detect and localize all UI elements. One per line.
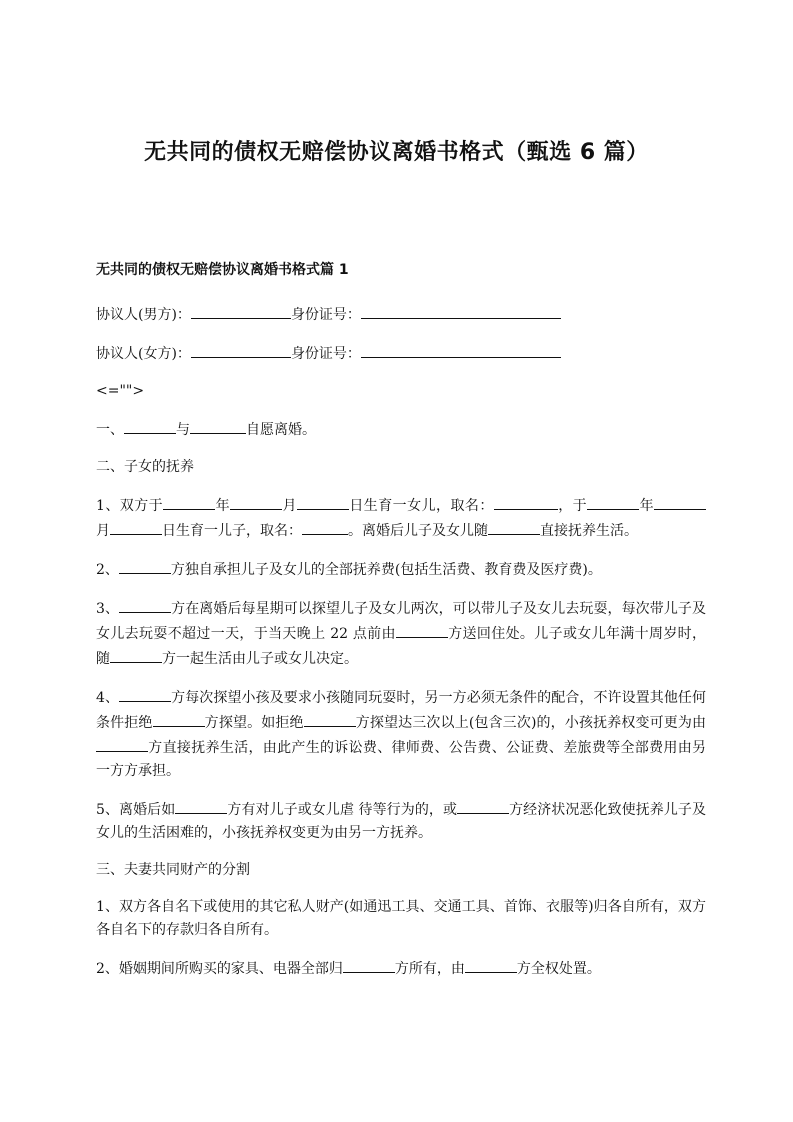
document-body — [96, 258, 706, 995]
text: 方独自承担儿子及女儿的全部抚养费(包括生活费、教育费及医疗费)。 — [170, 562, 602, 578]
text: 年 — [215, 498, 231, 514]
text: 方所有，由 — [394, 961, 465, 977]
text: 2、 — [96, 562, 119, 578]
property-clause-2 — [96, 956, 706, 981]
id-label: 身份证号： — [290, 346, 361, 362]
property-clause-1: 1、双方各自名下或使用的其它私人财产(如通迅工具、交通工具、首饰、衣服等)归各自所有，双方各自名下的存款归各自所有。 — [96, 899, 706, 938]
subheading-child-custody: 二、子女的抚养 — [96, 459, 194, 475]
blank — [654, 493, 706, 510]
custody-clause-5 — [96, 797, 706, 845]
document-title: 无共同的债权无赔偿协议离婚书格式（甄选 6 篇） — [144, 140, 649, 165]
text: 。离婚后儿子及女儿随 — [348, 523, 488, 539]
text: 方直接抚养生活，由此产生的诉讼费、律师费、公告费、公证费、差旅费等全部费用由另一方方承担。 — [96, 740, 706, 779]
custody-clause-2 — [96, 557, 706, 582]
party-female-row — [96, 341, 706, 366]
blank — [343, 956, 395, 973]
text: 方有对儿子或女儿虐 待等行为的，或 — [227, 802, 458, 818]
subheading-property-division: 三、夫妻共同财产的分割 — [96, 862, 250, 878]
section-heading: 无共同的债权无赔偿协议离婚书格式篇 1 — [96, 262, 349, 278]
party-male-label: 协议人(男方)： — [96, 307, 191, 323]
blank — [230, 493, 282, 510]
party-male-id-blank — [361, 302, 561, 319]
text: 方全权处置。 — [516, 961, 601, 977]
blank — [163, 493, 215, 510]
blank — [110, 518, 162, 535]
text: 5、离婚后如 — [96, 802, 176, 818]
text: 日生育一女儿，取名： — [348, 498, 494, 514]
custody-clause-1 — [96, 493, 706, 543]
clause-1-suffix: 自愿离婚。 — [246, 422, 316, 438]
clause-1-mid: 与 — [176, 422, 190, 438]
id-label: 身份证号： — [290, 307, 361, 323]
blank — [457, 797, 509, 814]
text: 年 — [639, 498, 655, 514]
text: 方一起生活由儿子或女儿决定。 — [162, 651, 358, 667]
text: 方经济状况恶化致使抚养儿子及女儿的生活困难的，小孩抚养权变更为由另一方抚养。 — [96, 802, 706, 841]
blank — [396, 621, 448, 638]
text: 方每次探望小孩及要求小孩随同玩耍时，另一方必须无条件的配合，不许设置其他任何条件拒绝 — [96, 690, 706, 731]
text: 直接抚养生活。 — [540, 523, 638, 539]
party-female-id-blank — [361, 341, 561, 358]
text: 3、 — [96, 601, 120, 617]
stray-text: <=""> — [96, 383, 145, 399]
text: 2、婚姻期间所购买的家具、电器全部归 — [96, 961, 343, 977]
blank — [96, 735, 148, 752]
custody-clause-4 — [96, 685, 706, 783]
party-male-name-blank — [191, 302, 291, 319]
text: ，于 — [557, 498, 588, 514]
text: 月 — [96, 523, 110, 539]
text: 方探望。如拒绝 — [204, 715, 304, 731]
blank — [302, 518, 348, 535]
custody-clause-3 — [96, 596, 706, 671]
blank — [119, 685, 171, 702]
blank — [110, 646, 162, 663]
blank — [119, 557, 171, 574]
text: 日生育一儿子，取名： — [162, 523, 302, 539]
blank — [124, 417, 176, 434]
blank — [297, 493, 349, 510]
blank — [304, 710, 356, 727]
blank — [190, 417, 246, 434]
text: 月 — [282, 498, 297, 514]
clause-1-prefix: 一、 — [96, 422, 124, 438]
text: 方探望达三次以上(包含三次)的，小孩抚养权变可更为由 — [355, 715, 707, 731]
blank — [465, 956, 517, 973]
text: 方在离婚后每星期可以探望儿子及女儿两次，可以带儿子及女儿去玩耍，每次带儿子及女儿去玩耍不超过一天，于当天晚上 22 点前由 — [96, 601, 706, 642]
clause-1 — [96, 417, 706, 442]
text: 方送回住处。儿子或女儿年满十周岁时，随 — [96, 626, 707, 667]
text: 4、 — [96, 690, 120, 706]
blank — [153, 710, 205, 727]
party-female-name-blank — [191, 341, 291, 358]
text: 1、双方于 — [96, 498, 164, 514]
party-male-row — [96, 302, 706, 327]
blank — [175, 797, 227, 814]
blank — [587, 493, 639, 510]
blank — [119, 596, 171, 613]
blank — [494, 493, 558, 510]
blank — [488, 518, 540, 535]
party-female-label: 协议人(女方)： — [96, 346, 191, 362]
